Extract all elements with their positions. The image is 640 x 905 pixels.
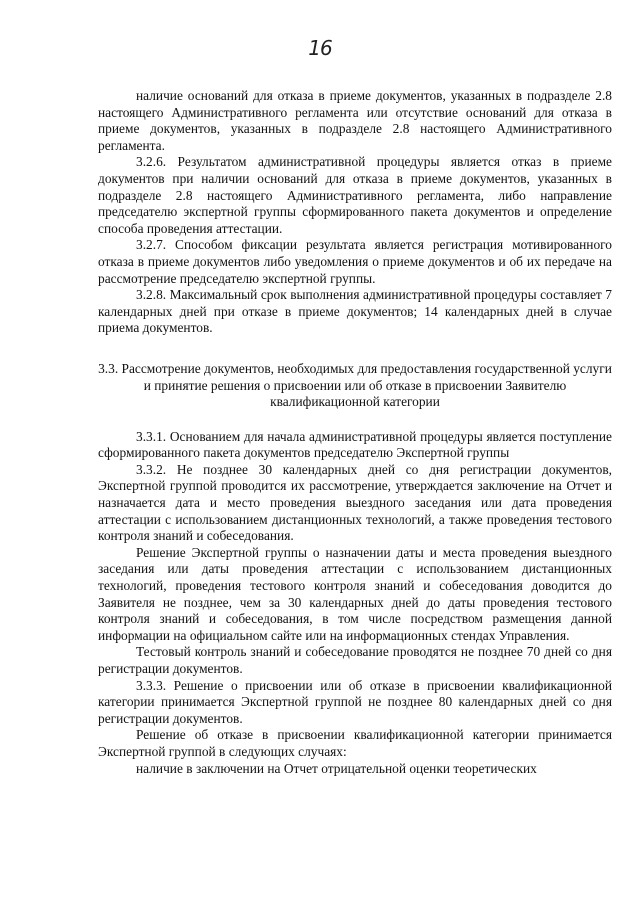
paragraph-3-2-8: 3.2.8. Максимальный срок выполнения административной процедуры составляет 7 календарных дней при отказе в приеме документов; 14 календарных дней в случае приема документов. (98, 287, 612, 336)
paragraph-3-2-6: 3.2.6. Результатом административной процедуры является отказ в приеме документов при наличии оснований для отказа в приеме документов, указанных в подразделе 2.8 настоящего Административного регламента, либо направление председателю экспертной группы сформированного пакета документов и определение способа проведения аттестации. (98, 154, 612, 236)
paragraph-refusal-decision: Решение об отказе в присвоении квалификационной категории принимается Экспертной группой в следующих случаях: (98, 727, 612, 759)
paragraph-test-control-deadline: Тестовый контроль знаний и собеседование проводятся не позднее 70 дней со дня регистрации документов. (98, 644, 612, 676)
paragraph-grounds-for-refusal: наличие оснований для отказа в приеме документов, указанных в подразделе 2.8 настоящего Административного регламента или отсутствие оснований для отказа в приеме документов, указанных в подразделе 2.8 настоящего Административного регламента. (98, 88, 612, 153)
spacer (98, 337, 612, 361)
paragraph-expert-group-decision: Решение Экспертной группы о назначении даты и места проведения выездного заседания или даты проведения аттестации с использованием дистанционных технологий, проведения тестового контроля знаний и собеседования доводится до Заявителя не позднее, чем за 30 календарных дней до даты проведения тестового контроля знаний и собеседования, в том числе посредством размещения данной информации на официальном сайте или на информационных стендах Управления. (98, 544, 612, 643)
document-body (98, 88, 612, 777)
paragraph-3-2-7: 3.2.7. Способом фиксации результата является регистрация мотивированного отказа в приеме документов либо уведомления о приеме документов и об их передаче на рассмотрение председателю экспертной группы. (98, 237, 612, 286)
paragraph-3-3-1: 3.3.1. Основанием для начала административной процедуры является поступление сформированного пакета документов председателю Экспертной группы (98, 428, 612, 461)
paragraph-negative-assessment: наличие в заключении на Отчет отрицательной оценки теоретических (136, 760, 537, 776)
spacer (98, 411, 612, 429)
page-number: 16 (308, 36, 332, 60)
section-heading-3-3: 3.3. Рассмотрение документов, необходимых для предоставления государственной услуги и принятие решения о присвоении или об отказе в присвоении Заявителю квалификационной категории (98, 360, 612, 410)
paragraph-3-3-2: 3.3.2. Не позднее 30 календарных дней со дня регистрации документов, Экспертной группой проводится их рассмотрение, утверждается заключение на Отчет и назначается дата и место проведения выездного заседания или дата проведения аттестации с использованием дистанционных технологий, а также проведения тестового контроля знаний и собеседования. (98, 461, 612, 544)
paragraph-3-3-3: 3.3.3. Решение о присвоении или об отказе в присвоении квалификационной категории принимается Экспертной группой не позднее 80 календарных дней со дня регистрации документов. (98, 677, 612, 726)
